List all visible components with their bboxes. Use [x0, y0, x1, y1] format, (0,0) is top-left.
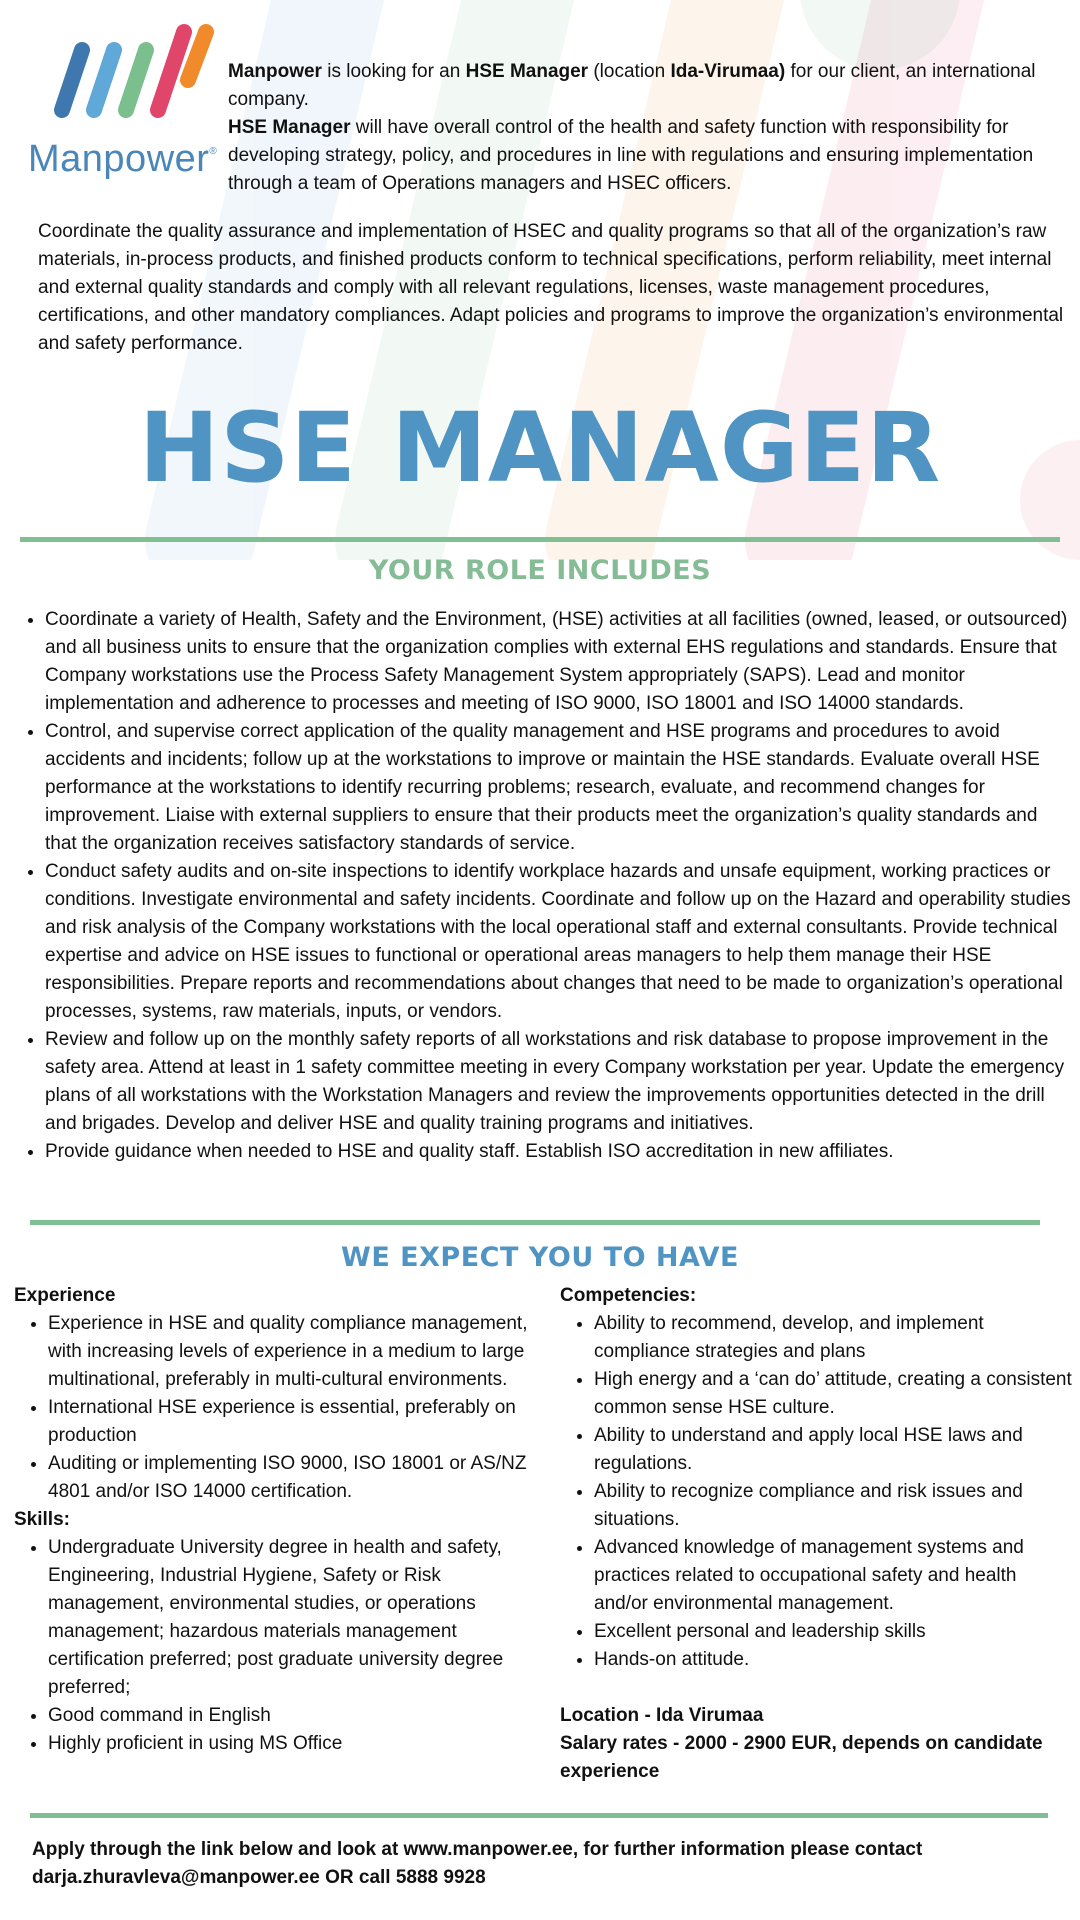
summary-paragraph: Coordinate the quality assurance and implementation of HSEC and quality programs so that all of the organization’s raw materials, in-process products, and finished products conform to technical specifications, perform reliability, meet internal and external quality standards and comply with all relevant regulations, licenses, waste management procedures, certifications, and other mandatory compliances. Adapt policies and programs to improve the organization’s environmental and safety performance. [38, 221, 1064, 354]
list-item: • Review and follow up on the monthly safety reports of all workstations and risk database to propose improvement in the safety area. Attend at least in 1 safety committee meeting in every Company workstation per year. Update the emergency plans of all workstations with the Workstation Managers and review the improvements opportunities detected in the drill and brigades. Develop and deliver HSE and quality training programs and initiatives. [45, 1026, 1072, 1138]
list-item: • Highly proficient in using MS Office [48, 1730, 544, 1758]
list-item: • Ability to recognize compliance and risk issues and situations. [594, 1478, 1075, 1534]
competencies-list [560, 1310, 1075, 1674]
apply-instructions: Apply through the link below and look at www.manpower.ee, for further information please contact darja.zhuravleva@manpower.ee OR call 5888 9928 [32, 1839, 923, 1888]
divider [30, 1813, 1048, 1818]
list-item: • Control, and supervise correct application of the quality management and HSE programs and procedures to avoid accidents and incidents; follow up at the workstations to improve or maintain the HSE standards. Evaluate overall HSE performance at the workstations to identify recurring problems; research, evaluate, and recommend changes for improvement. Liaise with external suppliers to ensure that their products meet the organization’s quality standards and that the organization receives satisfactory standards of service. [45, 718, 1072, 858]
intro-text [228, 58, 1058, 198]
role-heading: YOUR ROLE INCLUDES [368, 555, 712, 586]
skills-list [14, 1534, 544, 1758]
expect-right-column [560, 1282, 1075, 1786]
experience-list [14, 1310, 544, 1506]
location-text: Location - Ida Virumaa [560, 1705, 764, 1726]
manpower-logo-icon [38, 18, 218, 128]
role-list [0, 606, 1072, 1166]
list-item: • Provide guidance when needed to HSE and quality staff. Establish ISO accreditation in new affiliates. [45, 1138, 1072, 1166]
divider [30, 1220, 1040, 1225]
list-item: • Excellent personal and leadership skills [594, 1618, 1075, 1646]
list-item: • Hands-on attitude. [594, 1646, 1075, 1674]
logo-wordmark: Manpower® [28, 138, 218, 180]
competencies-label: Competencies: [560, 1285, 697, 1306]
experience-label: Experience [14, 1285, 116, 1306]
list-item: • Experience in HSE and quality compliance management, with increasing levels of experience in a medium to large multinational, preferably in multi-cultural environments. [48, 1310, 544, 1394]
list-item: • International HSE experience is essential, preferably on production [48, 1394, 544, 1450]
list-item: • Auditing or implementing ISO 9000, ISO 18001 or AS/NZ 4801 and/or ISO 14000 certification. [48, 1450, 544, 1506]
divider [20, 537, 1060, 542]
list-item: • Coordinate a variety of Health, Safety and the Environment, (HSE) activities at all facilities (owned, leased, or outsourced) and all business units to ensure that the organization complies with external EHS regulations and standards. Ensure that Company workstations use the Process Safety Management System appropriately (SAPS). Lead and monitor implementation and adherence to processes and meeting of ISO 9000, ISO 18001 and ISO 14000 standards. [45, 606, 1072, 718]
list-item: • Conduct safety audits and on-site inspections to identify workplace hazards and unsafe equipment, working practices or conditions. Investigate environmental and safety incidents. Coordinate and follow up on the Hazard and operability studies and risk analysis of the Company workstations with the local operational staff and external consultants. Provide technical expertise and advice on HSE issues to functional or operational areas managers to help them manage their HSE responsibilities. Prepare reports and recommendations about changes that need to be made to organization’s operational processes, systems, raw materials, inputs, or vendors. [45, 858, 1072, 1026]
manpower-logo [28, 18, 228, 188]
list-item: • Good command in English [48, 1702, 544, 1730]
expect-left-column [14, 1282, 544, 1758]
list-item: • Ability to understand and apply local HSE laws and regulations. [594, 1422, 1075, 1478]
list-item: • High energy and a ‘can do’ attitude, creating a consistent common sense HSE culture. [594, 1366, 1075, 1422]
job-details [560, 1702, 1075, 1786]
skills-label: Skills: [14, 1509, 70, 1530]
intro-line-1: Manpower is looking for an HSE Manager (location Ida-Virumaa) for our client, an international company. [228, 61, 1036, 110]
intro-line-2: HSE Manager will have overall control of the health and safety function with responsibility for developing strategy, policy, and procedures in line with regulations and ensuring implementation through a team of Operations managers and HSEC officers. [228, 117, 1034, 194]
page-title: HSE MANAGER [138, 392, 942, 504]
list-item: • Advanced knowledge of management systems and practices related to occupational safety and health and/or environmental management. [594, 1534, 1075, 1618]
salary-text: Salary rates - 2000 - 2900 EUR, depends on candidate experience [560, 1733, 1043, 1782]
expect-heading: WE EXPECT YOU TO HAVE [341, 1242, 739, 1273]
list-item: • Ability to recommend, develop, and implement compliance strategies and plans [594, 1310, 1075, 1366]
list-item: • Undergraduate University degree in health and safety, Engineering, Industrial Hygiene, Safety or Risk management, environmental studies, or operations management; hazardous materials management certification preferred; post graduate university degree preferred; [48, 1534, 544, 1702]
